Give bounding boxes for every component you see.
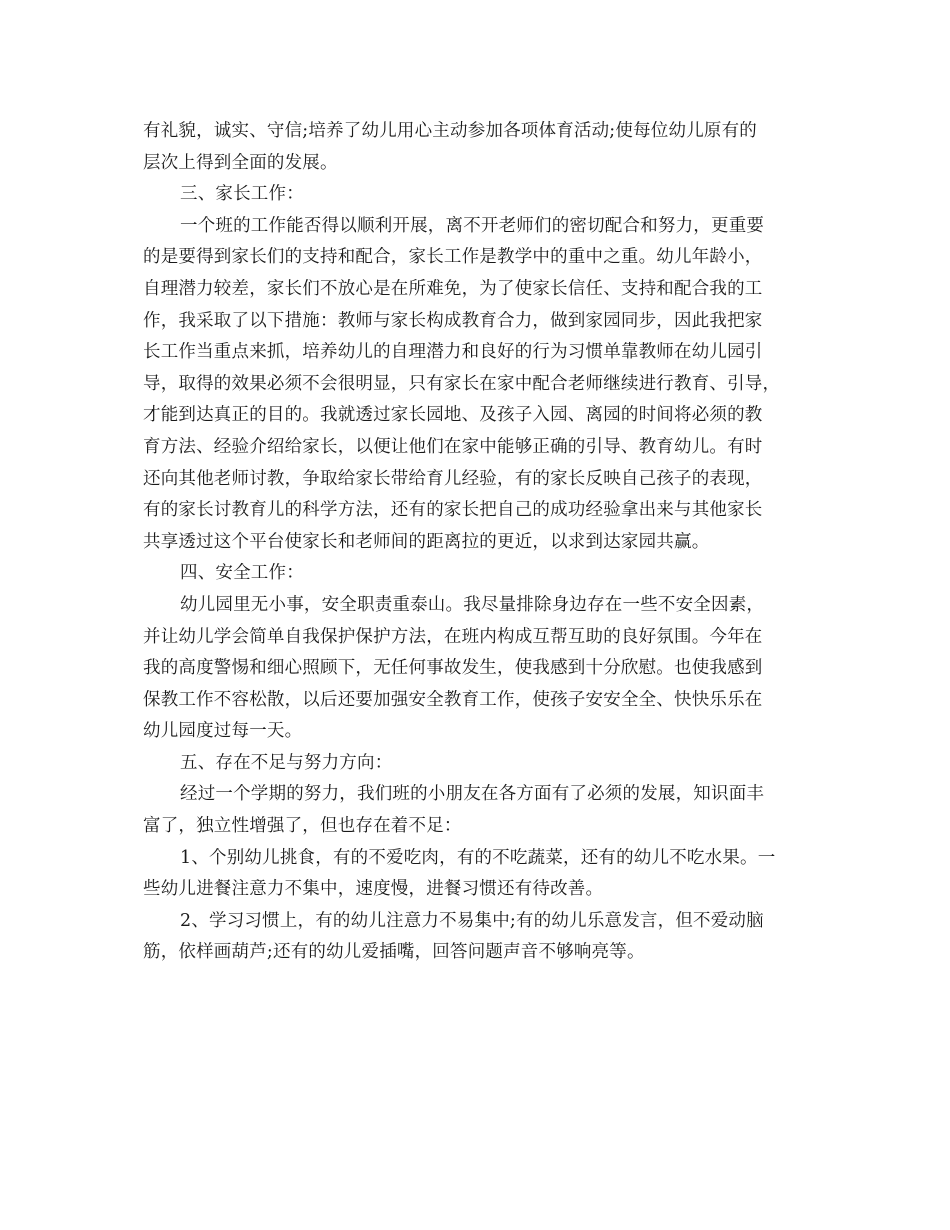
text-line: 有的家长讨教育儿的科学方法，还有的家长把自己的成功经验拿出来与其他家长 xyxy=(143,500,763,521)
text-line: 自理潜力较差，家长们不放心是在所难免，为了使家长信任、支持和配合我的工 xyxy=(143,278,763,299)
text-line: 幼儿园里无小事，安全职责重泰山。我尽量排除身边存在一些不安全因素， xyxy=(180,594,765,615)
section-heading-safety-work: 四、安全工作： xyxy=(180,563,304,584)
text-line: 的是要得到家长们的支持和配合，家长工作是教学中的重中之重。幼儿年龄小， xyxy=(143,247,763,268)
text-line: 作，我采取了以下措施：教师与家长构成教育合力，做到家园同步，因此我把家 xyxy=(143,310,763,331)
text-line: 些幼儿进餐注意力不集中，速度慢，进餐习惯还有待改善。 xyxy=(143,879,604,900)
text-line: 才能到达真正的目的。我就透过家长园地、及孩子入园、离园的时间将必须的教 xyxy=(143,405,763,426)
text-line: 我的高度警惕和细心照顾下，无任何事故发生，使我感到十分欣慰。也使我感到 xyxy=(143,658,763,679)
document-body xyxy=(143,116,808,969)
text-line: 层次上得到全面的发展。 xyxy=(143,152,338,173)
list-item-1: 1、个别幼儿挑食，有的不爱吃肉，有的不吃蔬菜，还有的幼儿不吃水果。一 xyxy=(180,847,776,868)
text-line: 还向其他老师讨教，争取给家长带给育儿经验，有的家长反映自己孩子的表现， xyxy=(143,468,763,489)
text-line: 幼儿园度过每一天。 xyxy=(143,721,303,742)
list-item-2: 2、学习习惯上，有的幼儿注意力不易集中;有的幼儿乐意发言，但不爱动脑 xyxy=(180,910,764,931)
text-line: 一个班的工作能否得以顺利开展，离不开老师们的密切配合和努力，更重要 xyxy=(180,215,765,236)
section-heading-parent-work: 三、家长工作： xyxy=(180,184,304,205)
text-line: 保教工作不容松散，以后还要加强安全教育工作，使孩子安安全全、快快乐乐在 xyxy=(143,689,763,710)
text-line: 筋，依样画葫芦;还有的幼儿爱插嘴，回答问题声音不够响亮等。 xyxy=(143,942,645,963)
text-line: 有礼貌，诚实、守信;培养了幼儿用心主动参加各项体育活动;使每位幼儿原有的 xyxy=(143,121,757,141)
text-line: 经过一个学期的努力，我们班的小朋友在各方面有了必须的发展，知识面丰 xyxy=(180,784,765,805)
text-line: 长工作当重点来抓，培养幼儿的自理潜力和良好的行为习惯单靠教师在幼儿园引 xyxy=(143,342,763,363)
section-heading-shortcomings: 五、存在不足与努力方向： xyxy=(180,752,393,773)
text-line: 共享透过这个平台使家长和老师间的距离拉的更近，以求到达家园共赢。 xyxy=(143,531,710,552)
text-line: 导，取得的效果必须不会很明显，只有家长在家中配合老师继续进行教育、引导， xyxy=(143,373,781,394)
text-line: 富了，独立性增强了，但也存在着不足： xyxy=(143,816,462,837)
text-line: 育方法、经验介绍给家长，以便让他们在家中能够正确的引导、教育幼儿。有时 xyxy=(143,436,763,457)
text-line: 并让幼儿学会简单自我保护保护方法，在班内构成互帮互助的良好氛围。今年在 xyxy=(143,626,763,647)
